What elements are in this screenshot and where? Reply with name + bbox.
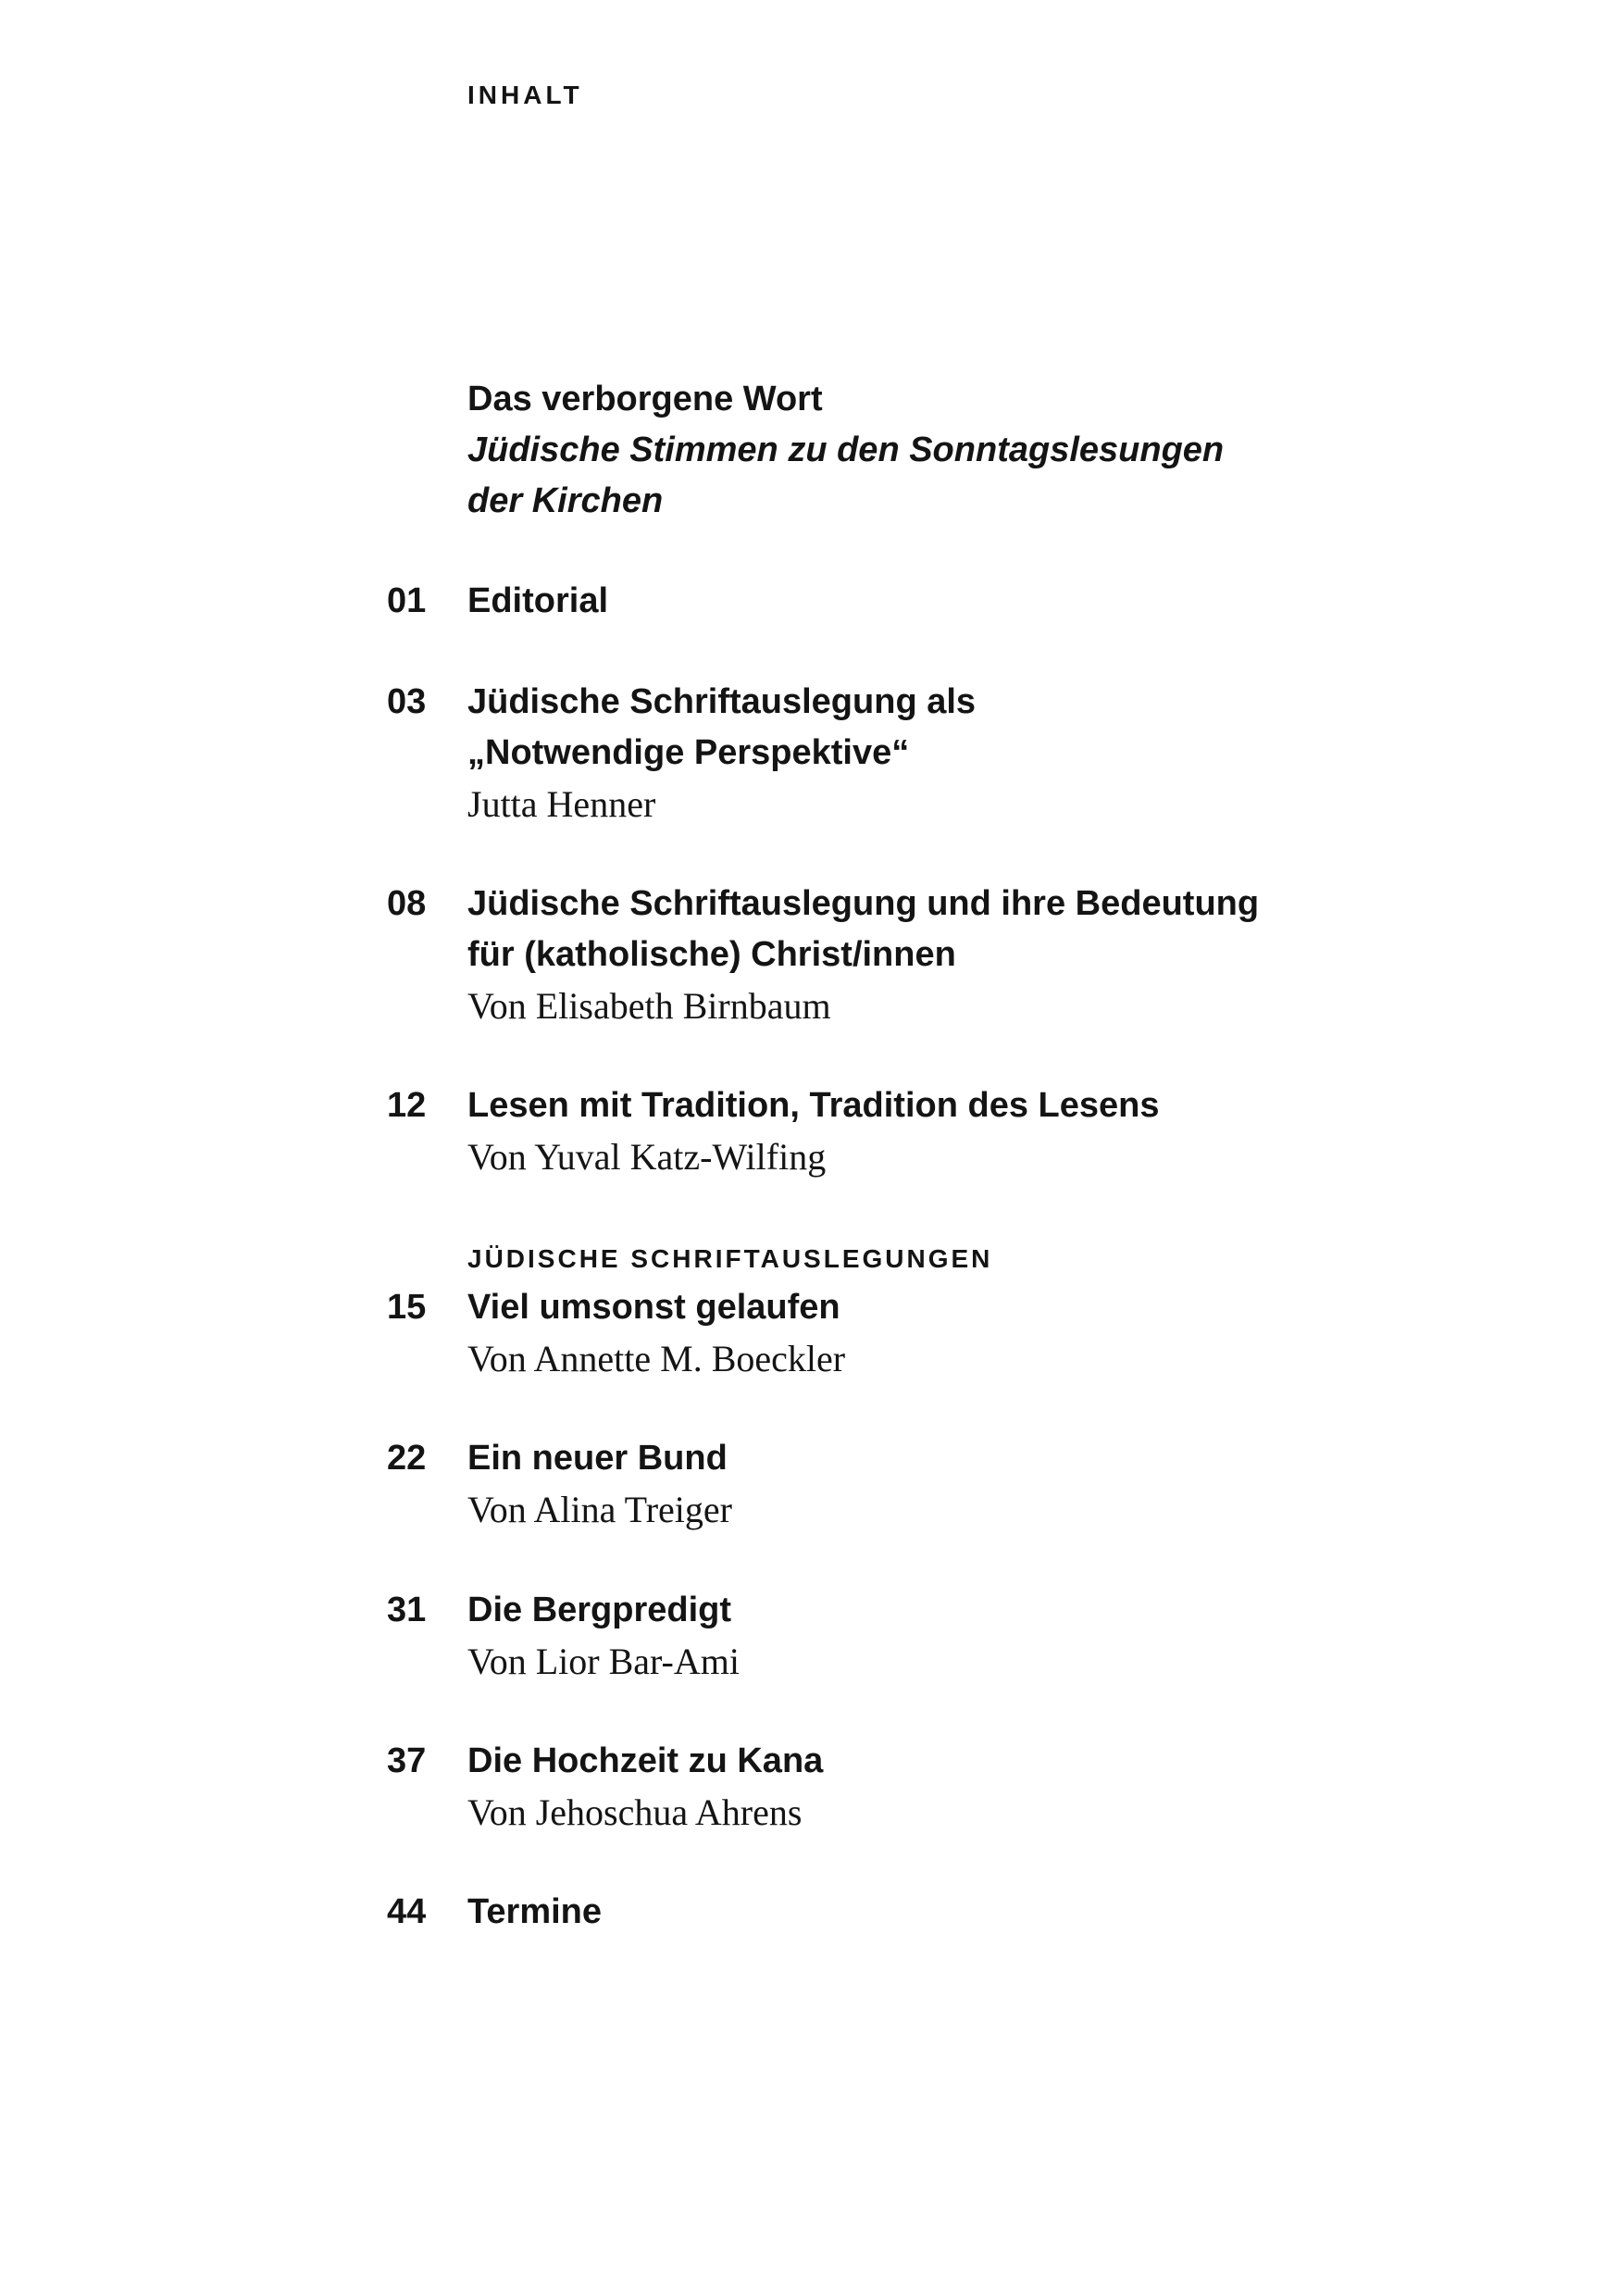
section-kicker: JÜDISCHE SCHRIFTAUSLEGUNGEN: [467, 1244, 993, 1273]
toc-page-number: 44: [387, 1892, 427, 1931]
toc-author: Von Yuval Katz-Wilfing: [467, 1136, 827, 1178]
toc-title: Lesen mit Tradition, Tradition des Lesens: [467, 1086, 1160, 1125]
toc-page-number: 31: [387, 1591, 427, 1629]
toc-author: Jutta Henner: [467, 783, 656, 825]
toc-page-number: 01: [387, 581, 427, 620]
toc-author: Von Elisabeth Birnbaum: [467, 985, 831, 1027]
toc-title-line2: für (katholische) Christ/innen: [467, 935, 956, 974]
toc-title: Viel umsonst gelaufen: [467, 1288, 840, 1327]
toc-author: Von Jehoschua Ahrens: [467, 1791, 803, 1833]
toc-author: Von Lior Bar-Ami: [467, 1641, 740, 1682]
section-label: INHALT: [467, 81, 583, 109]
toc-page-number: 03: [387, 682, 427, 721]
toc-page-number: 08: [387, 884, 427, 923]
toc-author: Von Annette M. Boeckler: [467, 1338, 846, 1379]
toc-title: Die Bergpredigt: [467, 1591, 732, 1629]
publication-subtitle-line1: Jüdische Stimmen zu den Sonntagslesungen: [467, 430, 1225, 469]
toc-title-line1: Jüdische Schriftauslegung und ihre Bedeutung: [467, 884, 1260, 923]
toc-title: Die Hochzeit zu Kana: [467, 1741, 824, 1780]
toc-page-number: 12: [387, 1086, 427, 1125]
publication-title: Das verborgene Wort: [467, 380, 823, 418]
publication-subtitle: [467, 425, 1301, 527]
toc-title: Termine: [467, 1892, 603, 1931]
toc-title: Editorial: [467, 581, 609, 620]
toc-page-number: 15: [387, 1288, 427, 1327]
toc-title: Ein neuer Bund: [467, 1439, 728, 1478]
toc-title-line1: Jüdische Schriftauslegung als: [467, 682, 977, 721]
toc-title-line2: „Notwendige Perspektive“: [467, 733, 910, 772]
toc-page-number: 37: [387, 1741, 427, 1780]
toc-page-number: 22: [387, 1439, 427, 1478]
publication-subtitle-line2: der Kirchen: [467, 481, 664, 520]
toc-author: Von Alina Treiger: [467, 1489, 732, 1530]
